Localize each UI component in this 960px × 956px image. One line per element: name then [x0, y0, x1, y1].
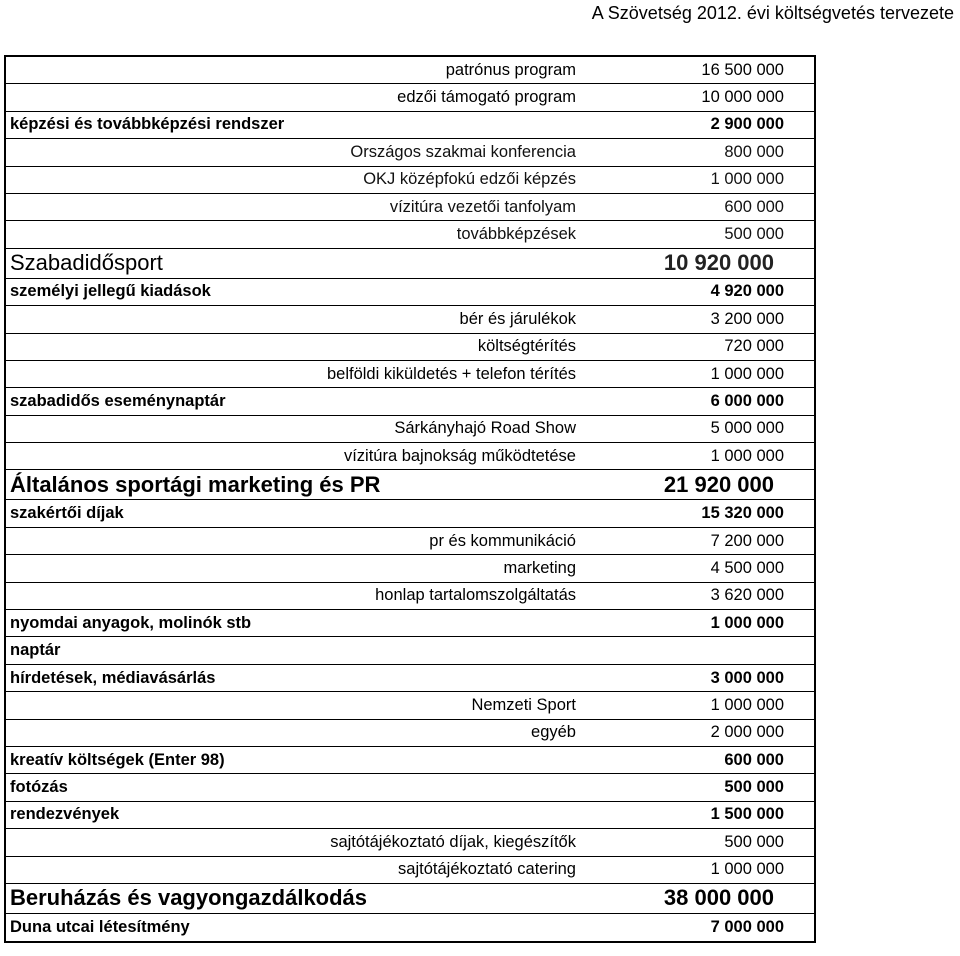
table-row [6, 112, 814, 139]
table-row [6, 857, 814, 884]
table-row [6, 249, 814, 279]
table-row [6, 470, 814, 500]
row-label: marketing [503, 558, 576, 577]
table-row [6, 829, 814, 856]
category-label: szabadidős eseménynaptár [10, 391, 226, 410]
row-amount: 7 200 000 [710, 531, 784, 550]
category-amount: 7 000 000 [710, 918, 784, 937]
table-row [6, 416, 814, 443]
section-amount: 21 920 000 [663, 471, 774, 497]
budget-table [4, 55, 816, 943]
row-amount: 2 000 000 [710, 723, 784, 742]
table-row [6, 583, 814, 610]
category-amount: 1 000 000 [710, 613, 784, 632]
table-row [6, 306, 814, 333]
table-row [6, 500, 814, 527]
category-label: Duna utcai létesítmény [10, 918, 190, 937]
row-label: vízitúra bajnokság működtetése [343, 446, 576, 465]
row-amount: 1 000 000 [710, 695, 784, 714]
row-amount: 500 000 [724, 225, 784, 244]
category-label: szakértői díjak [10, 504, 124, 523]
row-label: OKJ középfokú edzői képzés [363, 170, 576, 189]
category-label: fotózás [10, 778, 68, 797]
category-label: rendezvények [10, 805, 120, 824]
category-amount: 500 000 [724, 778, 784, 797]
table-row [6, 167, 814, 194]
category-amount: 4 920 000 [710, 282, 784, 301]
row-label: edzői támogató program [397, 88, 576, 107]
table-row [6, 610, 814, 637]
table-row [6, 884, 814, 914]
row-amount: 800 000 [724, 142, 784, 161]
row-label: bér és járulékok [459, 309, 576, 328]
table-row [6, 555, 814, 582]
row-label: pr és kommunikáció [429, 531, 576, 550]
category-amount: 600 000 [724, 750, 784, 769]
table-row [6, 774, 814, 801]
row-label: költségtérítés [477, 337, 576, 356]
table-row [6, 279, 814, 306]
table-row [6, 361, 814, 388]
row-label: sajtótájékoztató díjak, kiegészítők [330, 832, 576, 851]
category-amount: 3 000 000 [710, 668, 784, 687]
section-label: Beruházás és vagyongazdálkodás [10, 885, 368, 911]
category-amount: 15 320 000 [701, 504, 784, 523]
category-label: kreatív költségek (Enter 98) [10, 750, 225, 769]
row-label: Sárkányhajó Road Show [394, 419, 576, 438]
category-amount: 1 500 000 [710, 805, 784, 824]
category-label: hírdetések, médiavásárlás [10, 668, 216, 687]
table-row [6, 139, 814, 166]
table-row [6, 665, 814, 692]
row-label: belföldi kiküldetés + telefon térítés [326, 364, 576, 383]
table-row [6, 637, 814, 664]
row-label: egyéb [531, 723, 576, 742]
category-label: személyi jellegű kiadások [10, 282, 211, 301]
table-row [6, 57, 814, 84]
table-row [6, 528, 814, 555]
table-row [6, 692, 814, 719]
row-label: sajtótájékoztató catering [398, 860, 576, 879]
category-label: nyomdai anyagok, molinók stb [10, 613, 252, 632]
row-amount: 720 000 [724, 337, 784, 356]
section-label: Általános sportági marketing és PR [10, 471, 381, 497]
section-amount: 38 000 000 [663, 885, 774, 911]
row-amount: 4 500 000 [710, 558, 784, 577]
row-label: Nemzeti Sport [471, 695, 576, 714]
table-row [6, 334, 814, 361]
row-label: továbbképzések [456, 225, 576, 244]
document-title: A Szövetség 2012. évi költségvetés tervezete [591, 3, 954, 23]
table-row [6, 194, 814, 221]
row-amount: 500 000 [724, 832, 784, 851]
table-row [6, 747, 814, 774]
row-amount: 16 500 000 [701, 60, 784, 79]
row-amount: 5 000 000 [710, 419, 784, 438]
table-row [6, 720, 814, 747]
row-label: honlap tartalomszolgáltatás [375, 586, 576, 605]
section-amount: 10 920 000 [663, 250, 774, 276]
section-label: Szabadidősport [10, 250, 163, 276]
table-row [6, 802, 814, 829]
row-label: vízitúra vezetői tanfolyam [389, 197, 576, 216]
table-row [6, 388, 814, 415]
row-amount: 3 200 000 [710, 309, 784, 328]
row-amount: 600 000 [724, 197, 784, 216]
row-amount: 1 000 000 [710, 170, 784, 189]
category-label: naptár [10, 641, 61, 660]
row-amount: 3 620 000 [710, 586, 784, 605]
category-amount: 6 000 000 [710, 391, 784, 410]
table-row [6, 914, 814, 941]
row-amount: 1 000 000 [710, 446, 784, 465]
category-label: képzési és továbbképzési rendszer [10, 115, 285, 134]
row-amount: 1 000 000 [710, 860, 784, 879]
table-row [6, 84, 814, 111]
row-amount: 10 000 000 [701, 88, 784, 107]
row-label: Országos szakmai konferencia [350, 142, 576, 161]
table-row [6, 221, 814, 248]
table-row [6, 443, 814, 470]
row-label: patrónus program [445, 60, 576, 79]
category-amount: 2 900 000 [710, 115, 784, 134]
row-amount: 1 000 000 [710, 364, 784, 383]
